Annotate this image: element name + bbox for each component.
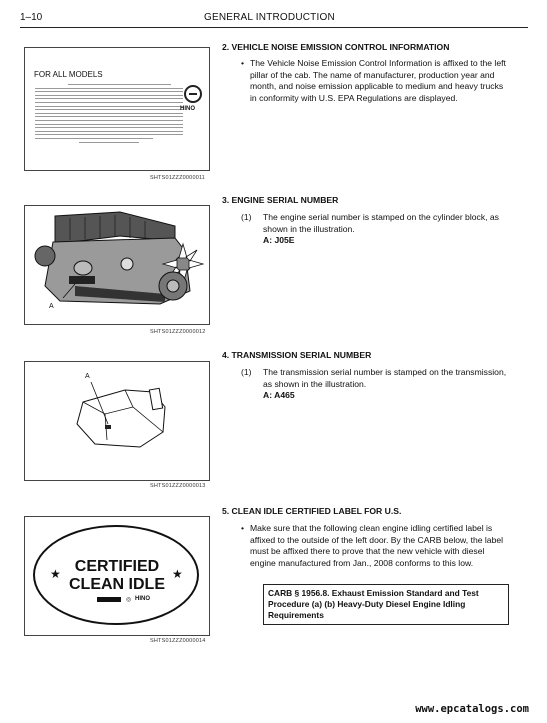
step-text: The transmission serial number is stamped on the transmission, as shown in the illustration. — [263, 367, 507, 389]
barcode-icon — [97, 597, 121, 602]
emission-label-caption: FOR ALL MODELS — [34, 70, 103, 79]
page-title: GENERAL INTRODUCTION — [204, 12, 335, 23]
header-rule — [20, 27, 528, 28]
step-value: A: A465 — [263, 390, 295, 400]
transmission-marker: A — [85, 373, 90, 380]
engine-marker: A — [49, 303, 54, 310]
clean-idle-figure — [24, 516, 210, 636]
section-heading: 4. TRANSMISSION SERIAL NUMBER — [222, 350, 372, 360]
step-number: (1) — [241, 367, 252, 377]
section-bullet-text: Make sure that the following clean engine idling certified label is affixed to the outside of the left door. By the CARB below, the label must be affixed there to prove that the new vehicle with diesel engine manufactured from Jan., 2008 conforms to this low. — [250, 523, 504, 568]
section-heading: 2. VEHICLE NOISE EMISSION CONTROL INFORMATION — [222, 42, 450, 52]
star-right-icon: ★ — [172, 567, 183, 581]
section-bullet — [241, 58, 507, 104]
figure-code: SHTS01ZZZ0000013 — [150, 483, 206, 489]
step-number: (1) — [241, 212, 252, 222]
section-bullet-text: The Vehicle Noise Emission Control Information is affixed to the left pillar of the cab. The name of manufacturer, production year and month, and noise emission applicable to medium and heavy trucks in conformity with U.S. EPA Regulations are displayed. — [250, 58, 506, 103]
star-left-icon: ★ — [50, 567, 61, 581]
section-step — [241, 212, 507, 247]
engine-figure — [24, 205, 210, 325]
carb-reference-box: CARB § 1956.8. Exhaust Emission Standard and Test Procedure (a) (b) Heavy-Duty Diesel Engine Idling Requirements — [263, 584, 509, 625]
emission-label-lines — [35, 84, 183, 145]
figure-code: SHTS01ZZZ0000012 — [150, 329, 206, 335]
section-bullet — [241, 523, 507, 569]
section-heading: 5. CLEAN IDLE CERTIFIED LABEL FOR U.S. — [222, 506, 402, 516]
emission-label-figure — [24, 47, 210, 171]
bullet-icon: • — [241, 58, 245, 68]
transmission-illustration-icon — [25, 362, 209, 480]
step-value: A: J05E — [263, 235, 295, 245]
hino-logo-small-icon: ◎ — [126, 597, 132, 603]
figure-code: SHTS01ZZZ0000014 — [150, 638, 206, 644]
figure-code: SHTS01ZZZ0000011 — [150, 175, 206, 181]
bullet-icon: • — [241, 523, 245, 533]
clean-idle-line1: CERTIFIED — [74, 558, 160, 575]
footer-url[interactable]: www.epcatalogs.com — [415, 703, 529, 715]
transmission-figure — [24, 361, 210, 481]
clean-idle-brand: HINO — [135, 596, 150, 602]
page-number: 1–10 — [20, 12, 43, 23]
section-heading: 3. ENGINE SERIAL NUMBER — [222, 195, 339, 205]
step-text: The engine serial number is stamped on the cylinder block, as shown in the illustration. — [263, 212, 499, 234]
clean-idle-line2: CLEAN IDLE — [69, 576, 165, 593]
hino-brand-text: HINO — [180, 106, 195, 112]
section-step — [241, 367, 507, 402]
